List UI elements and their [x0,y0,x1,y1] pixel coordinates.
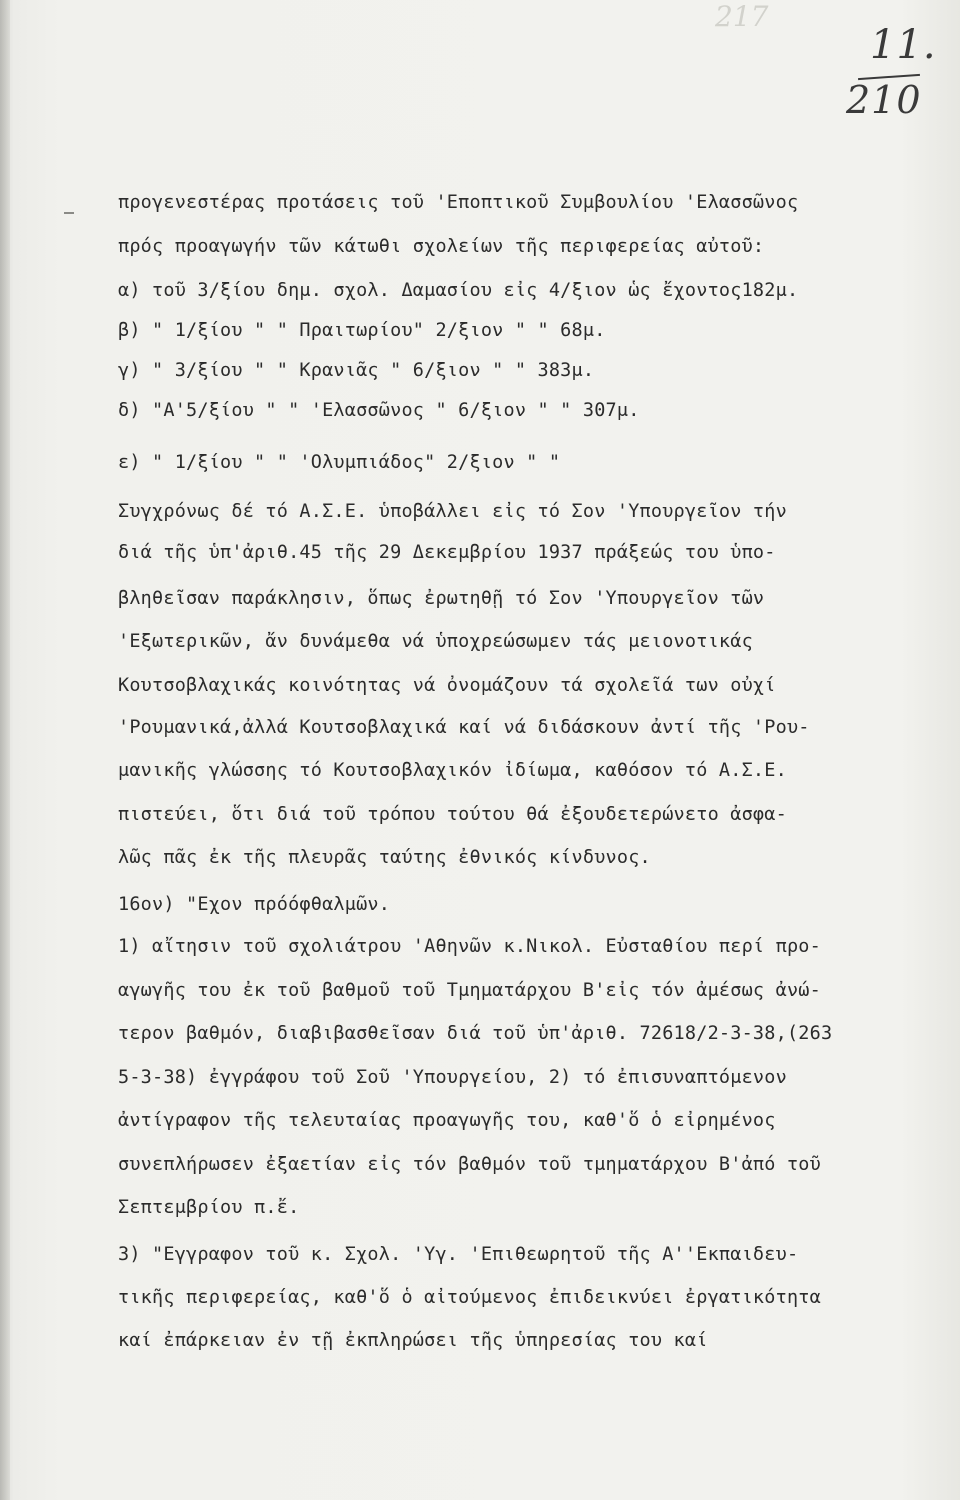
text-line: πιστεύει, ὅτι διά τοῦ τρόπου τούτου θά ἐξουδετερώνετο ἀσφα- [118,804,787,825]
list-item: δ) "Α'5/ξίου " " 'Ελασσῶνος " 6/ξιον " " 307μ. [118,400,640,421]
list-item: α) τοῦ 3/ξίου δημ. σχολ. Δαμασίου εἰς 4/ξιον ὡς ἔχοντος182μ. [118,280,799,301]
folio-stamp [840,22,940,132]
text-line: Κουτσοβλαχικάς κοινότητας νά ὀνομάζουν τά σχολεῖά των οὐχί [118,675,776,696]
text-line: Σεπτεμβρίου π.ἔ. [118,1197,300,1218]
faint-page-number: 217 [715,0,769,33]
text-line: 5-3-38) ἐγγράφου τοῦ Σοῦ 'Υπουργείου, 2) τό ἐπισυναπτόμενον [118,1067,787,1088]
text-line: λῶς πᾶς ἐκ τῆς πλευρᾶς ταύτης ἐθνικός κίνδυνος. [118,847,651,868]
binding-edge [0,0,10,1500]
folio-secondary-number: 210 [846,78,922,122]
list-item: ε) " 1/ξίου " " 'Ολυμπιάδος" 2/ξιον " " [118,452,561,473]
text-line: 'Ρουμανικά,ἀλλά Κουτσοβλαχικά καί νά διδάσκουν ἀντί τῆς 'Ρου- [118,717,810,738]
text-line: καί ἐπάρκειαν ἐν τῇ ἐκπληρώσει τῆς ὑπηρεσίας του καί [118,1330,708,1351]
list-item: γ) " 3/ξίου " " Κρανιᾶς " 6/ξιον " " 383μ. [118,360,595,381]
folio-number: 11. [870,22,937,68]
list-item: 1) αἴτησιν τοῦ σχολιάτρου 'Αθηνῶν κ.Νικολ. Εὐσταθίου περί προ- [118,936,821,957]
list-item: β) " 1/ξίου " " Πραιτωρίου" 2/ξιον " " 68μ. [118,320,606,341]
section-heading: 16ον) "Εχον πρόόφθαλμῶν. [118,894,391,915]
list-item: 3) "Εγγραφον τοῦ κ. Σχολ. 'Υγ. 'Επιθεωρητοῦ τῆς Α''Εκπαιδευ- [118,1244,799,1265]
text-line: Συγχρόνως δέ τό Α.Σ.Ε. ὑποβάλλει εἰς τό Σον 'Υπουργεῖον τήν [118,501,787,522]
margin-dash [64,212,74,214]
text-line: ἀντίγραφον τῆς τελευταίας προαγωγῆς του, καθ'ὅ ὁ εἰρημένος [118,1110,776,1131]
text-line: αγωγῆς του ἐκ τοῦ βαθμοῦ τοῦ Τμηματάρχου Β'εἰς τόν ἀμέσως ἀνώ- [118,980,821,1001]
text-line: πρός προαγωγήν τῶν κάτωθι σχολείων τῆς περιφερείας αὐτοῦ: [118,236,765,257]
text-line: προγενεστέρας προτάσεις τοῦ 'Εποπτικοῦ Συμβουλίου 'Ελασσῶνος [118,192,799,213]
text-line: διά τῆς ὑπ'ἀριθ.45 τῆς 29 Δεκεμβρίου 1937 πράξεώς του ὑπο- [118,542,776,563]
text-line: τικῆς περιφερείας, καθ'ὅ ὁ αἰτούμενος ἐπιδεικνύει ἐργατικότητα [118,1287,821,1308]
text-line: τερον βαθμόν, διαβιβασθεῖσαν διά τοῦ ὑπ'ἀριθ. 72618/2-3-38,(263 [118,1023,833,1044]
text-line: μανικῆς γλώσσης τό Κουτσοβλαχικόν ἰδίωμα, καθόσον τό Α.Σ.Ε. [118,760,787,781]
text-line: συνεπλήρωσεν ἐξαετίαν εἰς τόν βαθμόν τοῦ τμηματάρχου Β'ἀπό τοῦ [118,1154,821,1175]
text-line: βληθεῖσαν παράκλησιν, ὅπως ἐρωτηθῇ τό Σον 'Υπουργεῖον τῶν [118,588,765,609]
text-line: 'Εξωτερικῶν, ἄν δυνάμεθα νά ὑποχρεώσωμεν τάς μειονοτικάς [118,631,753,652]
